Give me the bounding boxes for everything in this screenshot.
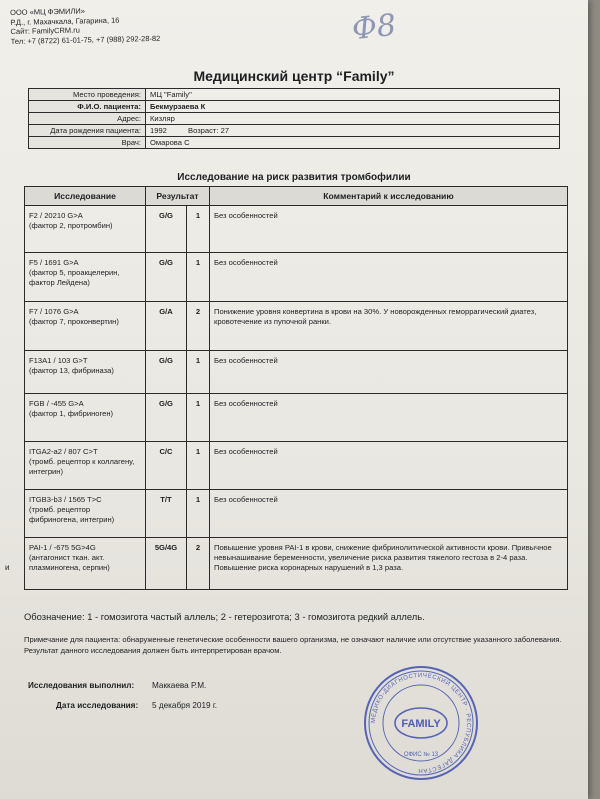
table-row [25, 490, 568, 538]
comment-cell: Без особенностей [210, 490, 568, 538]
result-code: 1 [187, 394, 210, 442]
doctor-value: Омарова С [146, 137, 560, 149]
age-label: Возраст: [188, 126, 219, 135]
performed-value: Маккаева Р.М. [152, 681, 207, 690]
study-cell [25, 490, 146, 538]
result-genotype: G/A [146, 302, 187, 351]
result-genotype: G/G [146, 351, 187, 394]
comment-cell: Без особенностей [210, 206, 568, 253]
comment-cell: Повышение уровня PAI-1 в крови, снижение фибринолитической активности крови. Привычное невынашивание беременности, увеличение риска развития тяжелого гестоза в 2-4 раза. Повышение риска коронарных нарушений в 1,3 раза. [210, 538, 568, 590]
birth-value: 1992 [146, 125, 185, 137]
header-study: Исследование [25, 187, 146, 206]
result-genotype: 5G/4G [146, 538, 187, 590]
handwritten-mark: Ф8 [350, 7, 398, 48]
gene-name: F5 / 1691 G>A [29, 258, 79, 267]
address-value: Кизляр [146, 113, 560, 125]
age-value: 27 [220, 126, 230, 135]
patient-info-table [28, 88, 560, 149]
gene-desc: (фактор 5, проакцелерин, фактор Лейдена) [29, 268, 120, 287]
result-genotype: G/G [146, 394, 187, 442]
gene-name: F13A1 / 103 G>T [29, 356, 88, 365]
gene-desc: (фактор 7, проконвертин) [29, 317, 119, 326]
date-value: 5 декабря 2019 г. [152, 701, 218, 710]
company-site: Сайт: FamilyCRM.ru [10, 25, 80, 36]
study-cell [25, 394, 146, 442]
gene-name: FGB / -455 G>A [29, 399, 84, 408]
place-label: Место проведения: [29, 89, 146, 101]
letterhead [10, 5, 160, 46]
gene-desc: (фактор 2, протромбин) [29, 221, 113, 230]
document-title: Медицинский центр “Family” [193, 68, 395, 84]
table-row [25, 538, 568, 590]
result-code: 2 [187, 302, 210, 351]
result-genotype: G/G [146, 206, 187, 253]
gene-name: ITGB3-b3 / 1565 T>C [29, 495, 102, 504]
table-row [25, 206, 568, 253]
doctor-label: Врач: [29, 137, 146, 149]
name-label: Ф.И.О. пациента: [29, 101, 146, 113]
result-code: 1 [187, 351, 210, 394]
study-cell [25, 253, 146, 302]
comment-cell: Без особенностей [210, 253, 568, 302]
gene-name: F2 / 20210 G>A [29, 211, 83, 220]
results-table [24, 186, 568, 590]
gene-name: PAI-1 / -675 5G>4G [29, 543, 96, 552]
gene-desc: (фактор 13, фибриназа) [29, 366, 114, 375]
result-genotype: T/T [146, 490, 187, 538]
patient-note: Примечание для пациента: обнаруженные генетические особенности вашего организма, не означают наличие или отсутствие указанного заболевания. Результат данного исследования должен быть интерпретирован врачом. [24, 635, 562, 655]
gene-desc: (фактор 1, фибриноген) [29, 409, 114, 418]
company-address: Р.Д., г. Махачкала, Гагарина, 16 [10, 15, 120, 27]
study-title: Исследование на риск развития тромбофилии [177, 172, 411, 183]
stamp-bottom-text: ОФИС № 13 [403, 752, 439, 758]
result-genotype: C/C [146, 442, 187, 490]
birth-label: Дата рождения пациента: [29, 125, 146, 137]
company-name: ООО «МЦ ФЭМИЛИ» [10, 6, 86, 17]
table-row [25, 253, 568, 302]
comment-cell: Понижение уровня конвертина в крови на 30%. У новорожденных геморрагический диатез, кровотечение из пупочной ранки. [210, 302, 568, 351]
comment-cell: Без особенностей [210, 394, 568, 442]
result-code: 1 [187, 490, 210, 538]
place-value: МЦ "Family" [146, 89, 560, 101]
stamp-center-text: FAMILY [401, 718, 441, 730]
result-code: 2 [187, 538, 210, 590]
stamp-ring-text: МЕДИКО-ДИАГНОСТИЧЕСКИЙ ЦЕНТР · РЕСПУБЛИКА ДАГЕСТАН [370, 672, 472, 774]
result-code: 1 [187, 253, 210, 302]
gene-name: ITGA2-a2 / 807 C>T [29, 447, 98, 456]
gene-desc: (тромб. рецептор фибриногена, интегрин) [29, 505, 115, 524]
age-cell [184, 125, 560, 137]
clinic-stamp [362, 664, 480, 782]
study-cell [25, 538, 146, 590]
header-result: Результат [146, 187, 210, 206]
comment-cell: Без особенностей [210, 351, 568, 394]
table-row [25, 302, 568, 351]
gene-desc: (антагонист ткан. акт. плазминогена, серпин) [29, 553, 110, 572]
table-row [25, 394, 568, 442]
address-label: Адрес: [29, 113, 146, 125]
company-phone: Тел: +7 (8722) 61-01-75, +7 (988) 292-28-82 [10, 33, 161, 46]
date-label: Дата исследования: [56, 701, 139, 710]
margin-mark: и [5, 563, 10, 572]
study-cell [25, 302, 146, 351]
result-genotype: G/G [146, 253, 187, 302]
comment-cell: Без особенностей [210, 442, 568, 490]
result-code: 1 [187, 442, 210, 490]
table-row [25, 351, 568, 394]
result-code: 1 [187, 206, 210, 253]
performed-label: Исследования выполнил: [28, 681, 135, 690]
study-cell [25, 442, 146, 490]
gene-desc: (тромб. рецептор к коллагену, интегрин) [29, 457, 135, 476]
table-row [25, 442, 568, 490]
results-header-row [25, 187, 568, 206]
study-cell [25, 351, 146, 394]
study-cell [25, 206, 146, 253]
header-comment: Комментарий к исследованию [210, 187, 568, 206]
name-value: Бекмурзаева К [146, 101, 560, 113]
gene-name: F7 / 1076 G>A [29, 307, 79, 316]
legend: Обозначение: 1 - гомозигота частый аллель; 2 - гетерозигота; 3 - гомозигота редкий аллель. [24, 611, 425, 622]
